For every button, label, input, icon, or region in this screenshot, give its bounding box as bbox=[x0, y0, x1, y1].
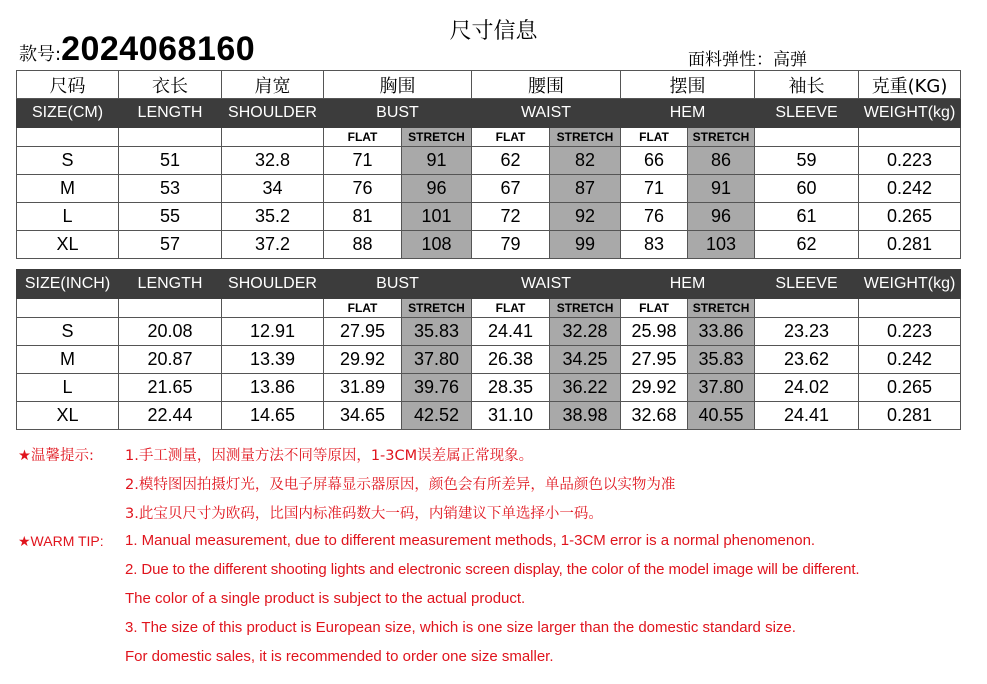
table-cell: 96 bbox=[402, 175, 472, 203]
sub-header-stretch: STRETCH bbox=[688, 299, 755, 318]
table-cell: 35.2 bbox=[222, 203, 324, 231]
table-cell: 24.41 bbox=[755, 402, 859, 430]
table-cell: 83 bbox=[621, 231, 688, 259]
header-sleeve: SLEEVE bbox=[755, 99, 859, 128]
cn-header-bust: 胸围 bbox=[324, 71, 472, 99]
table-cell: 34.25 bbox=[550, 346, 621, 374]
table-cell: 103 bbox=[688, 231, 755, 259]
table-cell: 21.65 bbox=[119, 374, 222, 402]
table-cell: 67 bbox=[472, 175, 550, 203]
table-cell: 72 bbox=[472, 203, 550, 231]
table-cell: 57 bbox=[119, 231, 222, 259]
header-sleeve: SLEEVE bbox=[755, 270, 859, 299]
cn-header-hem: 摆围 bbox=[621, 71, 755, 99]
sub-header-empty bbox=[222, 299, 324, 318]
table-row bbox=[17, 374, 961, 402]
sub-header-empty bbox=[222, 128, 324, 147]
page-title: 尺寸信息 bbox=[449, 19, 538, 44]
header-bust: BUST bbox=[324, 270, 472, 299]
table-cell: 36.22 bbox=[550, 374, 621, 402]
table-cell: 28.35 bbox=[472, 374, 550, 402]
table-cell: 35.83 bbox=[688, 346, 755, 374]
table-cell: 55 bbox=[119, 203, 222, 231]
table-cell: 82 bbox=[550, 147, 621, 175]
table-cell: 29.92 bbox=[324, 346, 402, 374]
style-number-label: 款号: bbox=[19, 44, 62, 65]
inch-table-body bbox=[17, 318, 961, 430]
table-cell: 61 bbox=[755, 203, 859, 231]
size-cell: M bbox=[17, 346, 119, 374]
header-length: LENGTH bbox=[119, 270, 222, 299]
table-cell: 0.281 bbox=[859, 402, 961, 430]
header-weight: WEIGHT(kg) bbox=[859, 99, 961, 128]
sub-header-flat: FLAT bbox=[472, 299, 550, 318]
table-cell: 27.95 bbox=[324, 318, 402, 346]
table-cell: 40.55 bbox=[688, 402, 755, 430]
sub-header-empty bbox=[17, 299, 119, 318]
table-row bbox=[17, 346, 961, 374]
table-cell: 42.52 bbox=[402, 402, 472, 430]
size-cell: L bbox=[17, 374, 119, 402]
sub-header-row bbox=[17, 299, 961, 318]
size-cell: S bbox=[17, 318, 119, 346]
cn-header-waist: 腰围 bbox=[472, 71, 621, 99]
table-cell: 20.87 bbox=[119, 346, 222, 374]
cn-header-size: 尺码 bbox=[17, 71, 119, 99]
sub-header-flat: FLAT bbox=[621, 299, 688, 318]
table-cell: 14.65 bbox=[222, 402, 324, 430]
table-cell: 24.41 bbox=[472, 318, 550, 346]
table-cell: 26.38 bbox=[472, 346, 550, 374]
sub-header-flat: FLAT bbox=[324, 299, 402, 318]
table-cell: 0.223 bbox=[859, 318, 961, 346]
table-cell: 39.76 bbox=[402, 374, 472, 402]
table-cell: 71 bbox=[324, 147, 402, 175]
table-row bbox=[17, 203, 961, 231]
table-cell: 62 bbox=[755, 231, 859, 259]
table-cell: 31.10 bbox=[472, 402, 550, 430]
sub-header-stretch: STRETCH bbox=[550, 299, 621, 318]
table-cell: 87 bbox=[550, 175, 621, 203]
header-length: LENGTH bbox=[119, 99, 222, 128]
table-cell: 99 bbox=[550, 231, 621, 259]
cn-header-sleeve: 袖长 bbox=[755, 71, 859, 99]
header-bust: BUST bbox=[324, 99, 472, 128]
table-cell: 37.2 bbox=[222, 231, 324, 259]
table-cell: 37.80 bbox=[402, 346, 472, 374]
table-cell: 101 bbox=[402, 203, 472, 231]
table-cell: 53 bbox=[119, 175, 222, 203]
table-cell: 33.86 bbox=[688, 318, 755, 346]
size-cell: S bbox=[17, 147, 119, 175]
table-cell: 32.68 bbox=[621, 402, 688, 430]
tip-cn-line: 1.手工测量，因测量方法不同等原因，1-3CM误差属正常现象。 bbox=[125, 448, 534, 464]
style-number: 2024068160 bbox=[61, 30, 256, 68]
table-cell: 31.89 bbox=[324, 374, 402, 402]
table-cell: 51 bbox=[119, 147, 222, 175]
table-cell: 88 bbox=[324, 231, 402, 259]
cm-table-body bbox=[17, 147, 961, 259]
table-cell: 23.62 bbox=[755, 346, 859, 374]
header-hem: HEM bbox=[621, 99, 755, 128]
tips-en-label: ★WARM TIP: bbox=[18, 533, 104, 549]
size-cell: L bbox=[17, 203, 119, 231]
table-cell: 20.08 bbox=[119, 318, 222, 346]
sub-header-empty bbox=[859, 128, 961, 147]
size-table-inch bbox=[16, 269, 961, 430]
sub-header-flat: FLAT bbox=[324, 128, 402, 147]
header-shoulder: SHOULDER bbox=[222, 99, 324, 128]
table-cell: 13.86 bbox=[222, 374, 324, 402]
table-cell: 13.39 bbox=[222, 346, 324, 374]
table-cell: 29.92 bbox=[621, 374, 688, 402]
table-cell: 59 bbox=[755, 147, 859, 175]
table-cell: 22.44 bbox=[119, 402, 222, 430]
size-cell: XL bbox=[17, 231, 119, 259]
sub-header-empty bbox=[755, 128, 859, 147]
sub-header-flat: FLAT bbox=[472, 128, 550, 147]
header-row bbox=[17, 99, 961, 128]
table-cell: 0.265 bbox=[859, 203, 961, 231]
size-table-cm bbox=[16, 70, 961, 259]
table-cell: 92 bbox=[550, 203, 621, 231]
table-cell: 0.223 bbox=[859, 147, 961, 175]
sub-header-empty bbox=[119, 128, 222, 147]
table-cell: 37.80 bbox=[688, 374, 755, 402]
header-row bbox=[17, 270, 961, 299]
tip-en-line: 1. Manual measurement, due to different measurement methods, 1-3CM error is a normal phenomenon. bbox=[125, 532, 816, 549]
table-cell: 91 bbox=[688, 175, 755, 203]
table-cell: 38.98 bbox=[550, 402, 621, 430]
cn-header-shoulder: 肩宽 bbox=[222, 71, 324, 99]
table-row bbox=[17, 402, 961, 430]
table-cell: 0.242 bbox=[859, 175, 961, 203]
sub-header-empty bbox=[17, 128, 119, 147]
tip-cn-line: 3.此宝贝尺寸为欧码，比国内标准码数大一码，内销建议下单选择小一码。 bbox=[125, 506, 603, 522]
table-cell: 62 bbox=[472, 147, 550, 175]
table-cell: 71 bbox=[621, 175, 688, 203]
table-cell: 86 bbox=[688, 147, 755, 175]
table-row bbox=[17, 175, 961, 203]
table-cell: 12.91 bbox=[222, 318, 324, 346]
table-cell: 27.95 bbox=[621, 346, 688, 374]
table-cell: 35.83 bbox=[402, 318, 472, 346]
tip-en-line: 3. The size of this product is European size, which is one size larger than the domestic standard size. bbox=[125, 619, 796, 636]
tip-cn-line: 2.模特图因拍摄灯光，及电子屏幕显示器原因，颜色会有所差异，单品颜色以实物为准 bbox=[125, 477, 676, 493]
table-cell: 32.8 bbox=[222, 147, 324, 175]
table-cell: 76 bbox=[621, 203, 688, 231]
fabric-elasticity: 面料弹性：高弹 bbox=[688, 50, 807, 70]
table-cell: 0.242 bbox=[859, 346, 961, 374]
table-cell: 25.98 bbox=[621, 318, 688, 346]
tip-en-line: The color of a single product is subject to the actual product. bbox=[125, 590, 526, 607]
sub-header-empty bbox=[119, 299, 222, 318]
table-row bbox=[17, 147, 961, 175]
table-cell: 79 bbox=[472, 231, 550, 259]
table-cell: 108 bbox=[402, 231, 472, 259]
size-cell: XL bbox=[17, 402, 119, 430]
table-cell: 24.02 bbox=[755, 374, 859, 402]
size-cell: M bbox=[17, 175, 119, 203]
cn-header-weight: 克重(KG) bbox=[859, 71, 961, 99]
table-cell: 91 bbox=[402, 147, 472, 175]
sub-header-row bbox=[17, 128, 961, 147]
table-cell: 96 bbox=[688, 203, 755, 231]
cn-header-length: 衣长 bbox=[119, 71, 222, 99]
header-shoulder: SHOULDER bbox=[222, 270, 324, 299]
table-cell: 76 bbox=[324, 175, 402, 203]
table-row bbox=[17, 318, 961, 346]
table-row bbox=[17, 231, 961, 259]
sub-header-flat: FLAT bbox=[621, 128, 688, 147]
table-cell: 81 bbox=[324, 203, 402, 231]
table-cell: 34.65 bbox=[324, 402, 402, 430]
table-cell: 0.281 bbox=[859, 231, 961, 259]
table-cell: 60 bbox=[755, 175, 859, 203]
sub-header-stretch: STRETCH bbox=[550, 128, 621, 147]
table-cell: 32.28 bbox=[550, 318, 621, 346]
chinese-header-row bbox=[17, 71, 961, 99]
sub-header-stretch: STRETCH bbox=[402, 128, 472, 147]
table-cell: 66 bbox=[621, 147, 688, 175]
table-cell: 0.265 bbox=[859, 374, 961, 402]
sub-header-empty bbox=[755, 299, 859, 318]
sub-header-stretch: STRETCH bbox=[402, 299, 472, 318]
header-weight: WEIGHT(kg) bbox=[859, 270, 961, 299]
header-size: SIZE(INCH) bbox=[17, 270, 119, 299]
table-cell: 34 bbox=[222, 175, 324, 203]
sub-header-empty bbox=[859, 299, 961, 318]
header-hem: HEM bbox=[621, 270, 755, 299]
header-waist: WAIST bbox=[472, 99, 621, 128]
tip-en-line: 2. Due to the different shooting lights and electronic screen display, the color of the model image will be different. bbox=[125, 561, 860, 578]
sub-header-stretch: STRETCH bbox=[688, 128, 755, 147]
tips-cn-label: ★温馨提示: bbox=[18, 448, 94, 464]
header-waist: WAIST bbox=[472, 270, 621, 299]
header-size: SIZE(CM) bbox=[17, 99, 119, 128]
tip-en-line: For domestic sales, it is recommended to order one size smaller. bbox=[125, 648, 554, 665]
style-number-block bbox=[19, 30, 255, 70]
table-cell: 23.23 bbox=[755, 318, 859, 346]
